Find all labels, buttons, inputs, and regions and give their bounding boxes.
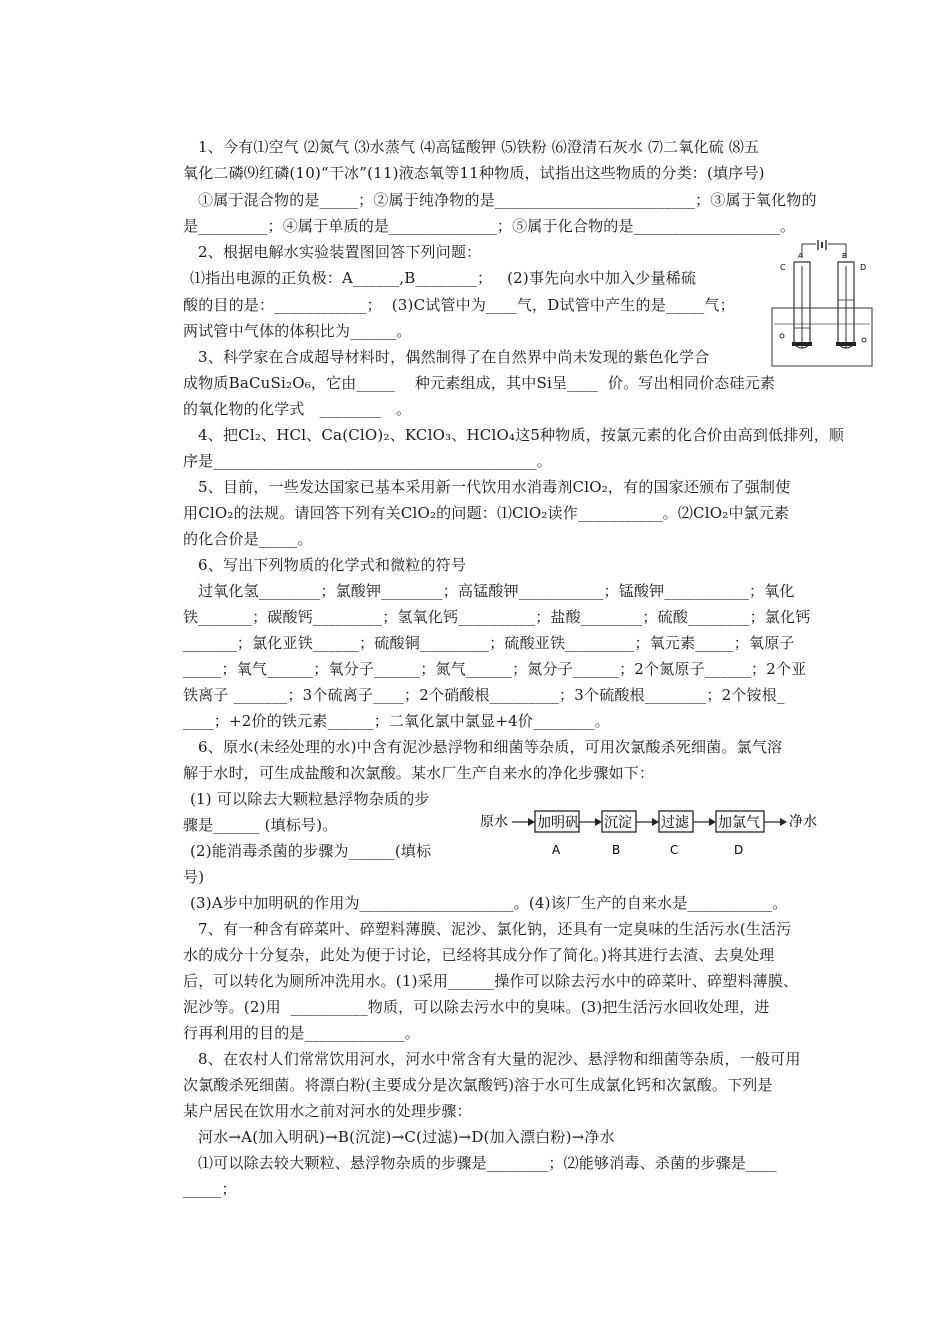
q3-line-3: 的氧化物的化学式 ________ 。 [183,400,412,418]
q5-line-2: 用ClO₂的法规。请回答下列有关ClO₂的问题：⑴ClO₂读作___________。⑵ClO₂中氯元素 [183,504,790,522]
flow-step-d: 加氯气 [718,815,760,831]
q8-line-5: ⑴可以除去较大颗粒、悬浮物杂质的步骤是________；⑵能够消毒、杀菌的步骤是____ [198,1154,777,1172]
q6b-line-5: (2)能消毒杀菌的步骤为______(填标 [190,842,432,860]
electrode-b-label: B [842,252,847,260]
flow-label-b: B [612,843,621,857]
q3-line-1: 3、科学家在合成超导材料时，偶然制得了在自然界中尚未发现的紫色化学合 [198,348,710,366]
q1-line-4: 是_________；④属于单质的是______________；⑤属于化合物的是___________________。 [183,217,796,235]
q4-line-1: 4、把Cl₂、HCl、Ca(ClO)₂、KClO₃、HClO₄这5种物质，按氯元素的化合价由高到低排列，顺 [198,426,845,444]
q2-line-1: ⑴指出电源的正负极：A______,B________； (2)事先向水中加入少量稀硫 [190,269,697,287]
flow-label-a: A [552,843,561,857]
flow-label-c: C [670,843,679,857]
q8-line-1: 8、在农村人们常常饮用河水，河水中常含有大量的泥沙、悬浮物和细菌等杂质，一般可用 [198,1050,801,1068]
q2-line-2: 酸的目的是：____________； (3)C试管中为____气，D试管中产生的是_____气； [183,296,735,314]
q8-line-2: 次氯酸杀死细菌。将漂白粉(主要成分是次氯酸钙)溶于水可生成氯化钙和次氯酸。下列是 [183,1076,773,1094]
q6a-title: 6、写出下列物质的化学式和微粒的符号 [198,556,467,574]
q6b-line-6: 号) [183,868,205,886]
q6a-line-6: ____；+2价的铁元素______；二氧化氯中氯显+4价________。 [183,712,610,730]
flow-start: 原水 [480,814,508,830]
q6b-line-4: 骤是______ (填标号)。 [183,816,338,834]
tube-d-label: D [860,263,867,272]
electrode-a-label: A [798,252,803,260]
q6b-line-1: 6、原水(未经处理的水)中含有泥沙悬浮物和细菌等杂质，可用次氯酸杀死细菌。氯气溶 [198,738,783,756]
q2-title: 2、根据电解水实验装置图回答下列问题： [198,243,482,261]
flow-label-d: D [734,843,744,857]
q3-line-2: 成物质BaCuSi₂O₆，它由_____ 种元素组成，其中Si呈____ 价。写出相同价态硅元素 [183,374,776,392]
q6a-line-3: _______；氯化亚铁______；硫酸铜_________；硫酸亚铁_________；氧元素_____；氧原子 [183,634,795,652]
purification-flow-diagram [478,808,838,860]
q5-line-3: 的化合价是_____。 [183,530,313,548]
flow-step-c: 过滤 [661,815,689,831]
tube-c-label: C [780,263,786,272]
q7-line-4: 泥沙等。(2)用 __________物质，可以除去污水中的臭味。(3)把生活污水回收处理，进 [183,998,770,1016]
q6a-line-1: 过氧化氢________；氯酸钾________；高锰酸钾___________；锰酸钾___________；氧化 [198,582,795,600]
q8-line-6: _____； [183,1180,237,1198]
q6b-line-3: (1) 可以除去大颗粒悬浮物杂质的步 [190,790,430,808]
q6a-line-5: 铁离子 _______；3个硫离子____；2个硝酸根_________；3个硫酸根________；2个铵根_ [183,686,785,704]
q8-line-3: 某户居民在饮用水之前对河水的处理步骤： [183,1102,472,1120]
flow-step-a: 加明矾 [537,815,579,831]
electrolysis-apparatus-figure [772,240,876,370]
q4-line-2: 序是__________________________________________。 [183,452,553,470]
q6b-line-7: (3)A步中加明矾的作用为____________________。(4)该厂生产的自来水是___________。 [190,894,788,912]
q8-line-4: 河水→A(加入明矾)→B(沉淀)→C(过滤)→D(加入漂白粉)→净水 [198,1128,615,1146]
q6b-line-2: 解于水时，可生成盐酸和次氯酸。某水厂生产自来水的净化步骤如下： [183,764,655,782]
q1-line-3: ①属于混合物的是_____；②属于纯净物的是__________________________；③属于氧化物的 [198,191,817,209]
q7-line-2: 水的成分十分复杂，此处为便于讨论，已经将其成分作了简化。)将其进行去渣、去臭处理 [183,946,775,964]
q6a-line-4: _____；氧气______；氧分子______；氮气______；氮分子______；2个氮原子______；2个亚 [183,660,807,678]
q6a-line-2: 铁_______；碳酸钙_________；氢氧化钙__________；盐酸________；硫酸________；氯化钙 [183,608,811,626]
q2-line-3: 两试管中气体的体积比为______。 [183,322,412,340]
q7-line-5: 行再利用的目的是_____________。 [183,1024,420,1042]
q1-line-1: 1、今有⑴空气 ⑵氮气 ⑶水蒸气 ⑷高锰酸钾 ⑸铁粉 ⑹澄清石灰水 ⑺二氧化硫 ⑻五 [198,138,760,156]
q5-line-1: 5、目前，一些发达国家已基本采用新一代饮用水消毒剂ClO₂，有的国家还颁布了强制使 [198,478,791,496]
q1-line-2: 氧化二磷⑼红磷(10)“干冰”(11)液态氧等11种物质，试指出这些物质的分类：(填序号) [183,164,765,182]
q7-line-1: 7、有一种含有碎菜叶、碎塑料薄膜、泥沙、氯化钠，还具有一定臭味的生活污水(生活污 [198,920,792,938]
flow-end: 净水 [789,814,817,830]
flow-step-b: 沉淀 [604,815,632,831]
q7-line-3: 后，可以转化为厕所冲洗用水。(1)采用______操作可以除去污水中的碎菜叶、碎塑料薄膜、 [183,972,799,990]
